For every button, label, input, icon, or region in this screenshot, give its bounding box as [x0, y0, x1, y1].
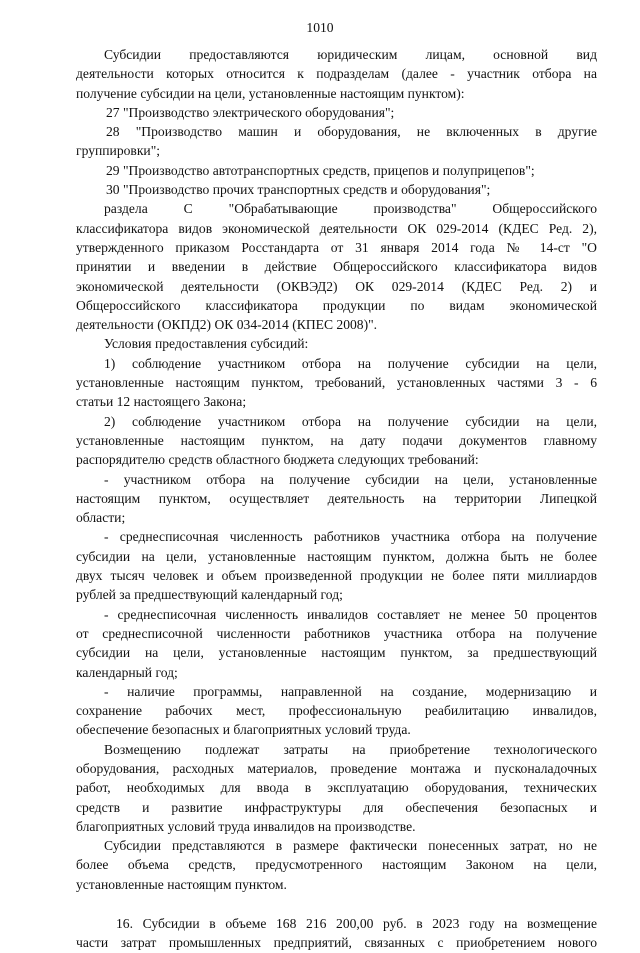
document-body [76, 45, 597, 953]
text-line: средств и развитие инфраструктуры для обеспечения безопасных и [76, 799, 597, 815]
text-line: раздела С "Обрабатывающие производства" Общероссийского [104, 201, 597, 217]
text-line: Субсидии предоставляются юридическим лицам, основной вид [104, 47, 597, 62]
text-line: рублей за предшествующий календарный год; [76, 587, 343, 603]
text-line: обеспечение безопасных и благоприятных условий труда. [76, 722, 411, 738]
text-line: принятии и введении в действие Общероссийского классификатора видов [76, 259, 597, 275]
text-line: субсидии на цели, установленные настоящим пунктом, должна быть не более [76, 548, 597, 564]
text-line: двух тысяч человек и объем произведенной продукции не более пяти миллиардов [76, 568, 597, 584]
text-line: - участником отбора на получение субсидии на цели, установленные [104, 471, 597, 487]
text-line: Возмещению подлежат затраты на приобретение технологического [104, 741, 597, 757]
text-line: настоящим пунктом, осуществляет деятельность на территории Липецкой [76, 490, 597, 506]
text-line: сохранение рабочих мест, профессиональную реабилитацию инвалидов, [76, 703, 597, 719]
text-line: от среднесписочной численности работников участника отбора на получение [76, 625, 597, 641]
text-line: календарный год; [76, 664, 178, 680]
text-line: 27 "Производство электрического оборудования"; [106, 104, 395, 120]
text-line: субсидии на цели, установленные настоящим пунктом, за предшествующий [76, 645, 597, 661]
text-line: статьи 12 настоящего Закона; [76, 394, 247, 410]
text-line: группировки"; [76, 143, 161, 159]
text-line: оборудования, расходных материалов, проведение монтажа и пусконаладочных [76, 760, 597, 776]
text-line: 29 "Производство автотранспортных средств, прицепов и полуприцепов"; [106, 162, 535, 178]
paragraph-gap [76, 894, 597, 914]
text-line: 28 "Производство машин и оборудования, не включенных в другие [106, 124, 597, 140]
text-line: 2) соблюдение участником отбора на получение субсидии на цели, [104, 413, 597, 429]
text-line: классификатора видов экономической деятельности ОК 029-2014 (КДЕС Ред. 2), [76, 220, 597, 236]
text-line: деятельности (ОКПД2) ОК 034-2014 (КПЕС 2008)". [76, 317, 378, 333]
text-line: установленные настоящим пунктом, на дату подачи документов главному [76, 432, 597, 448]
text-line: - наличие программы, направленной на создание, модернизацию и [104, 683, 597, 699]
text-line: установленные настоящим пунктом. [76, 876, 287, 892]
text-line: утвержденного приказом Росстандарта от 31 января 2014 года № 14-ст "О [76, 239, 597, 255]
text-line: деятельности которых относится к подразделам (далее - участник отбора на [76, 66, 597, 82]
text-line: части затрат промышленных предприятий, связанных с приобретением нового [76, 935, 597, 951]
text-line: - среднесписочная численность инвалидов составляет не менее 50 процентов [104, 606, 597, 622]
text-line: 30 "Производство прочих транспортных средств и оборудования"; [106, 182, 491, 198]
text-line: Общероссийского классификатора продукции по видам экономической [76, 297, 597, 313]
text-line: распорядителю средств областного бюджета следующих требований: [76, 452, 479, 468]
text-line: более объема средств, предусмотренного настоящим Законом на цели, [76, 857, 597, 873]
text-line: Условия предоставления субсидий: [104, 336, 309, 352]
text-line: 1) соблюдение участником отбора на получение субсидии на цели, [104, 355, 597, 371]
text-line: работ, необходимых для ввода в эксплуатацию оборудования, технических [76, 780, 597, 796]
text-line: установленные настоящим пунктом, требований, установленных частями 3 - 6 [76, 375, 597, 391]
text-line: - среднесписочная численность работников участника отбора на получение [104, 529, 597, 545]
text-line: экономической деятельности (ОКВЭД2) ОК 029-2014 (КДЕС Ред. 2) и [76, 278, 597, 294]
text-line: области; [76, 510, 126, 526]
page-number: 1010 [306, 20, 334, 35]
text-line: получение субсидии на цели, установленные настоящим пунктом): [76, 85, 465, 101]
text-line: Субсидии представляются в размере фактически понесенных затрат, но не [104, 838, 597, 854]
text-line: 16. Субсидии в объеме 168 216 200,00 руб. в 2023 году на возмещение [116, 916, 597, 932]
text-line: благоприятных условий труда инвалидов на производстве. [76, 818, 416, 834]
